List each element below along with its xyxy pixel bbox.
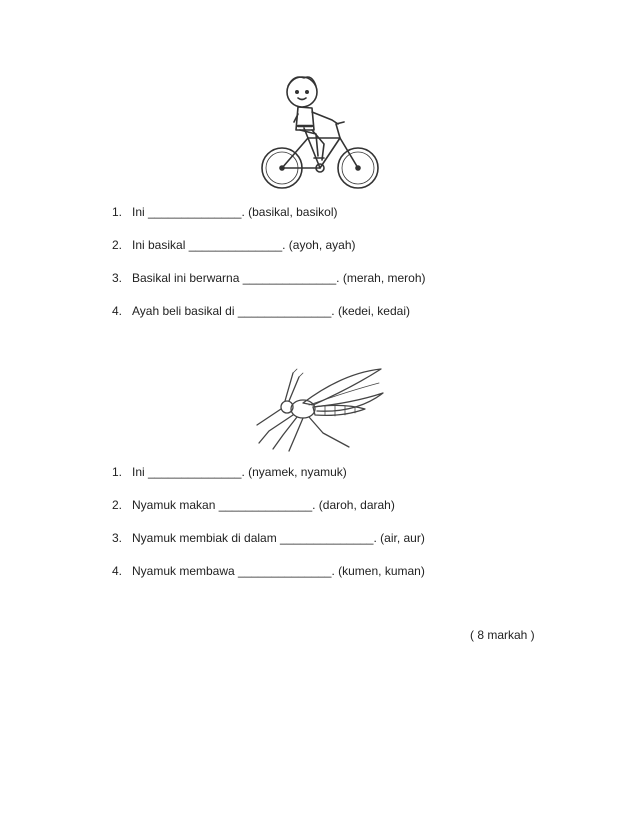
question-text: Ini basikal ______________. (ayoh, ayah) (132, 238, 356, 252)
question-number: 4. (112, 304, 123, 318)
bicycle-question-list (112, 203, 426, 335)
boy-riding-bicycle-icon (258, 70, 384, 192)
question-text: Nyamuk makan ______________. (daroh, darah) (132, 498, 395, 512)
question-text: Ayah beli basikal di ______________. (kedei, kedai) (132, 304, 410, 318)
question-item (112, 269, 426, 302)
question-item (112, 562, 425, 595)
question-number: 1. (112, 205, 123, 219)
mosquito-question-list (112, 463, 425, 595)
question-number: 2. (112, 238, 123, 252)
question-number: 3. (112, 271, 123, 285)
question-item (112, 529, 425, 562)
question-number: 1. (112, 465, 123, 479)
question-text: Basikal ini berwarna ______________. (merah, meroh) (132, 271, 426, 285)
question-item (112, 203, 426, 236)
question-text: Nyamuk membawa ______________. (kumen, kuman) (132, 564, 425, 578)
question-number: 2. (112, 498, 123, 512)
question-item (112, 496, 425, 529)
question-number: 3. (112, 531, 123, 545)
question-text: Nyamuk membiak di dalam ______________. (air, aur) (132, 531, 425, 545)
question-item (112, 302, 426, 335)
question-item (112, 236, 426, 269)
total-marks-label: ( 8 markah ) (470, 628, 535, 642)
mosquito-icon (253, 363, 385, 453)
question-item (112, 463, 425, 496)
question-text: Ini ______________. (basikal, basikol) (132, 205, 338, 219)
question-text: Ini ______________. (nyamek, nyamuk) (132, 465, 347, 479)
question-number: 4. (112, 564, 123, 578)
